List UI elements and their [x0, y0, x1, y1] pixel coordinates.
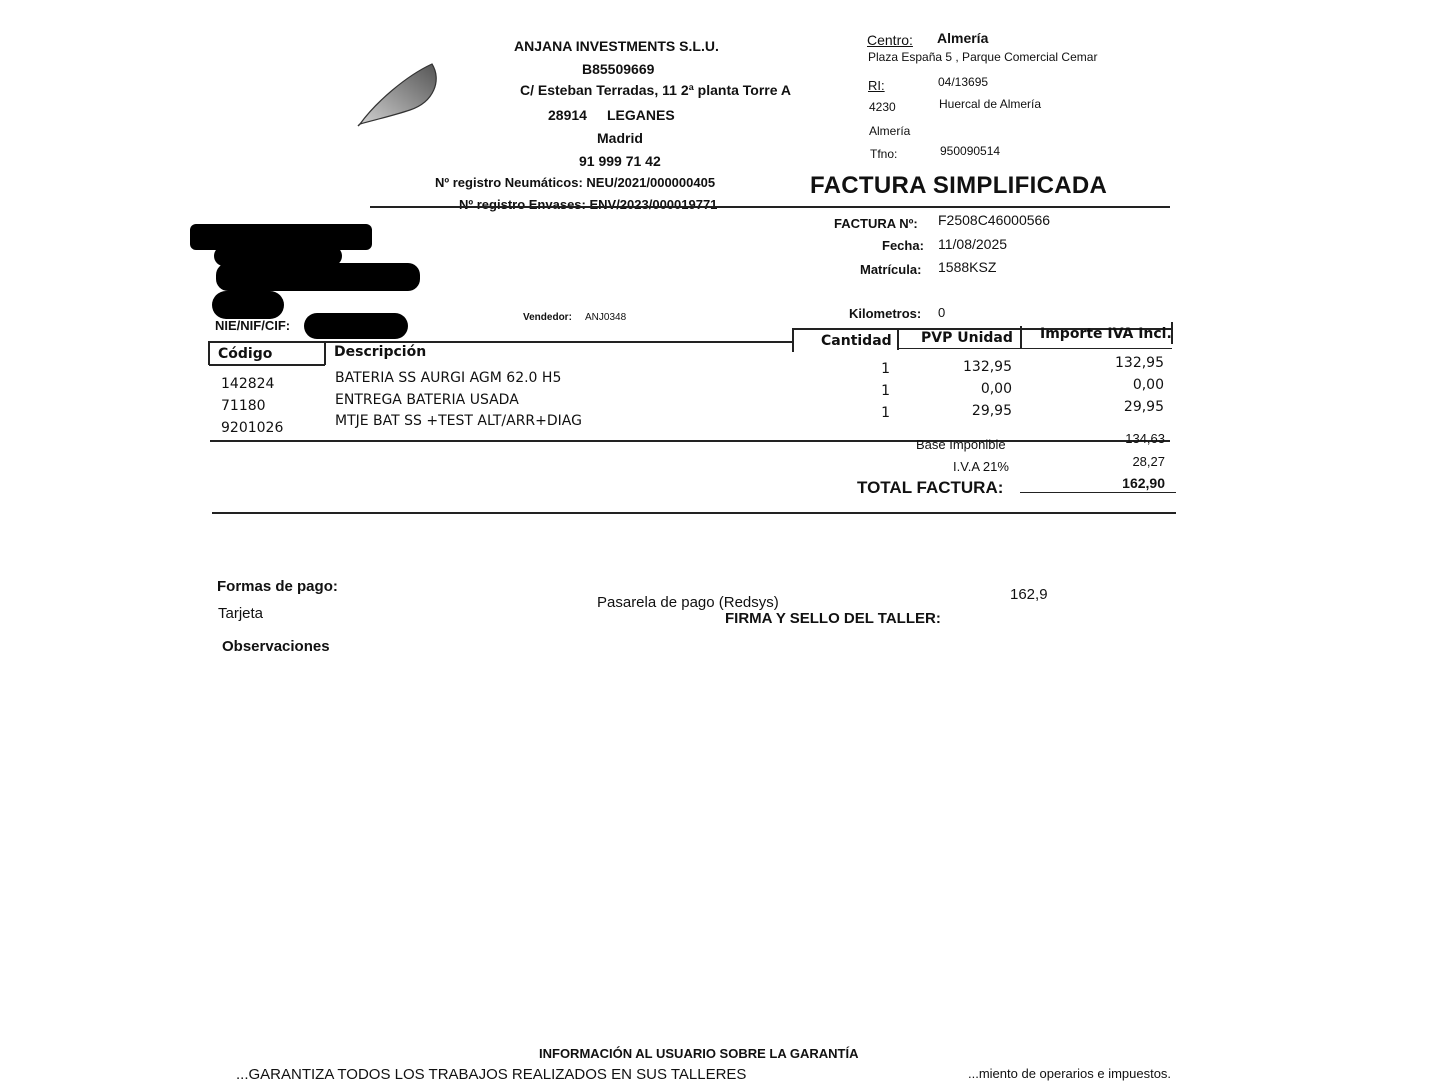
company-name: ANJANA INVESTMENTS S.L.U. [514, 38, 719, 54]
reg-neumaticos: Nº registro Neumáticos: NEU/2021/000000405 [435, 175, 716, 190]
warranty-line-left: ...GARANTIZA TODOS LOS TRABAJOS REALIZADOS EN SUS TALLERES [236, 1066, 747, 1083]
row-code: 71180 [221, 398, 266, 414]
company-province: Madrid [597, 130, 643, 146]
table-header-bottom-left [209, 364, 325, 366]
row-code: 9201026 [221, 420, 284, 436]
seller-label: Vendedor: [523, 312, 572, 323]
invoice-date-label: Fecha: [882, 238, 924, 253]
iva-label: I.V.A 21% [953, 459, 1009, 474]
centro-phone: 950090514 [940, 144, 1001, 158]
row-code: 142824 [221, 376, 275, 392]
invoice-number: F2508C46000566 [938, 212, 1051, 228]
company-postal-code: 28914 [548, 107, 587, 123]
reg-envases: Nº registro Envases: ENV/2023/000019771 [459, 197, 718, 212]
row-description: ENTREGA BATERIA USADA [335, 392, 519, 408]
table-header-bottom-right [897, 348, 1172, 349]
company-cif: B85509669 [582, 61, 655, 77]
centro-label: Centro: [867, 32, 913, 48]
row-unit-price: 29,95 [971, 403, 1012, 419]
header-amount: Importe IVA Incl. [1040, 326, 1172, 342]
row-amount: 0,00 [1132, 377, 1164, 393]
payment-method: Tarjeta [218, 605, 264, 622]
warranty-title: INFORMACIÓN AL USUARIO SOBRE LA GARANTÍA [539, 1046, 859, 1061]
total-underline [1020, 492, 1176, 493]
redacted-customer-nif [304, 313, 408, 339]
row-qty: 1 [881, 361, 890, 377]
centro-province: Almería [869, 124, 911, 138]
payment-methods-label: Formas de pago: [217, 578, 338, 595]
table-header-sep-3 [792, 330, 794, 352]
invoice-number-label: FACTURA Nº: [834, 216, 918, 231]
row-amount: 29,95 [1123, 399, 1164, 415]
company-logo-icon [356, 62, 442, 128]
company-address: C/ Esteban Terradas, 11 2ª planta Torre A [520, 82, 792, 98]
redacted-customer-city [212, 291, 284, 319]
payment-amount: 162,9 [1010, 586, 1048, 603]
invoice-title: FACTURA SIMPLIFICADA [810, 172, 1108, 199]
row-qty: 1 [881, 405, 890, 421]
table-header-sep-2 [324, 341, 326, 365]
totals-bottom-rule [212, 512, 1176, 514]
payment-gateway: Pasarela de pago (Redsys) [597, 594, 779, 611]
row-amount: 132,95 [1115, 355, 1164, 371]
company-phone: 91 999 71 42 [579, 153, 661, 169]
header-code: Código [218, 346, 273, 362]
centro-phone-label: Tfno: [870, 147, 898, 161]
row-description: MTJE BAT SS +TEST ALT/ARR+DIAG [335, 413, 582, 429]
centro-name: Almería [937, 30, 989, 46]
base-value: 134,63 [1125, 431, 1165, 446]
centro-address: Plaza España 5 , Parque Comercial Cemar [868, 50, 1098, 64]
invoice-km-label: Kilometros: [849, 306, 922, 321]
header-unit-price: PVP Unidad [921, 330, 1013, 346]
invoice-km: 0 [938, 305, 946, 320]
centro-town: Huercal de Almería [939, 97, 1042, 111]
table-header-top-left [209, 341, 794, 343]
warranty-line-right: ...miento de operarios e impuestos. [968, 1066, 1172, 1081]
header-description: Descripción [334, 344, 427, 360]
total-value: 162,90 [1122, 475, 1165, 491]
row-description: BATERIA SS AURGI AGM 62.0 H5 [335, 370, 562, 386]
row-unit-price: 0,00 [980, 381, 1012, 397]
iva-value: 28,27 [1132, 454, 1165, 469]
table-header-sep-5 [1020, 326, 1022, 348]
row-qty: 1 [881, 383, 890, 399]
observations-label: Observaciones [222, 638, 330, 655]
base-label: Base Imponible [916, 437, 1006, 452]
signature-label: FIRMA Y SELLO DEL TALLER: [725, 610, 941, 627]
redacted-customer-address [216, 263, 420, 291]
nif-label: NIE/NIF/CIF: [215, 318, 291, 333]
invoice-date: 11/08/2025 [938, 236, 1008, 252]
total-label: TOTAL FACTURA: [857, 478, 1004, 497]
title-rule [370, 206, 1170, 208]
table-header-sep-1 [208, 341, 210, 365]
header-qty: Cantidad [821, 333, 892, 349]
centro-ri-value: 04/13695 [938, 75, 989, 89]
centro-postal-code: 4230 [869, 100, 896, 114]
invoice-plate-label: Matrícula: [860, 262, 922, 277]
table-header-sep-4 [897, 328, 899, 350]
seller-value: ANJ0348 [585, 312, 627, 323]
company-city: LEGANES [607, 107, 675, 123]
row-unit-price: 132,95 [963, 359, 1012, 375]
invoice-plate: 1588KSZ [938, 259, 997, 275]
centro-ri-label: RI: [868, 78, 885, 93]
table-bottom-rule [210, 440, 1170, 442]
